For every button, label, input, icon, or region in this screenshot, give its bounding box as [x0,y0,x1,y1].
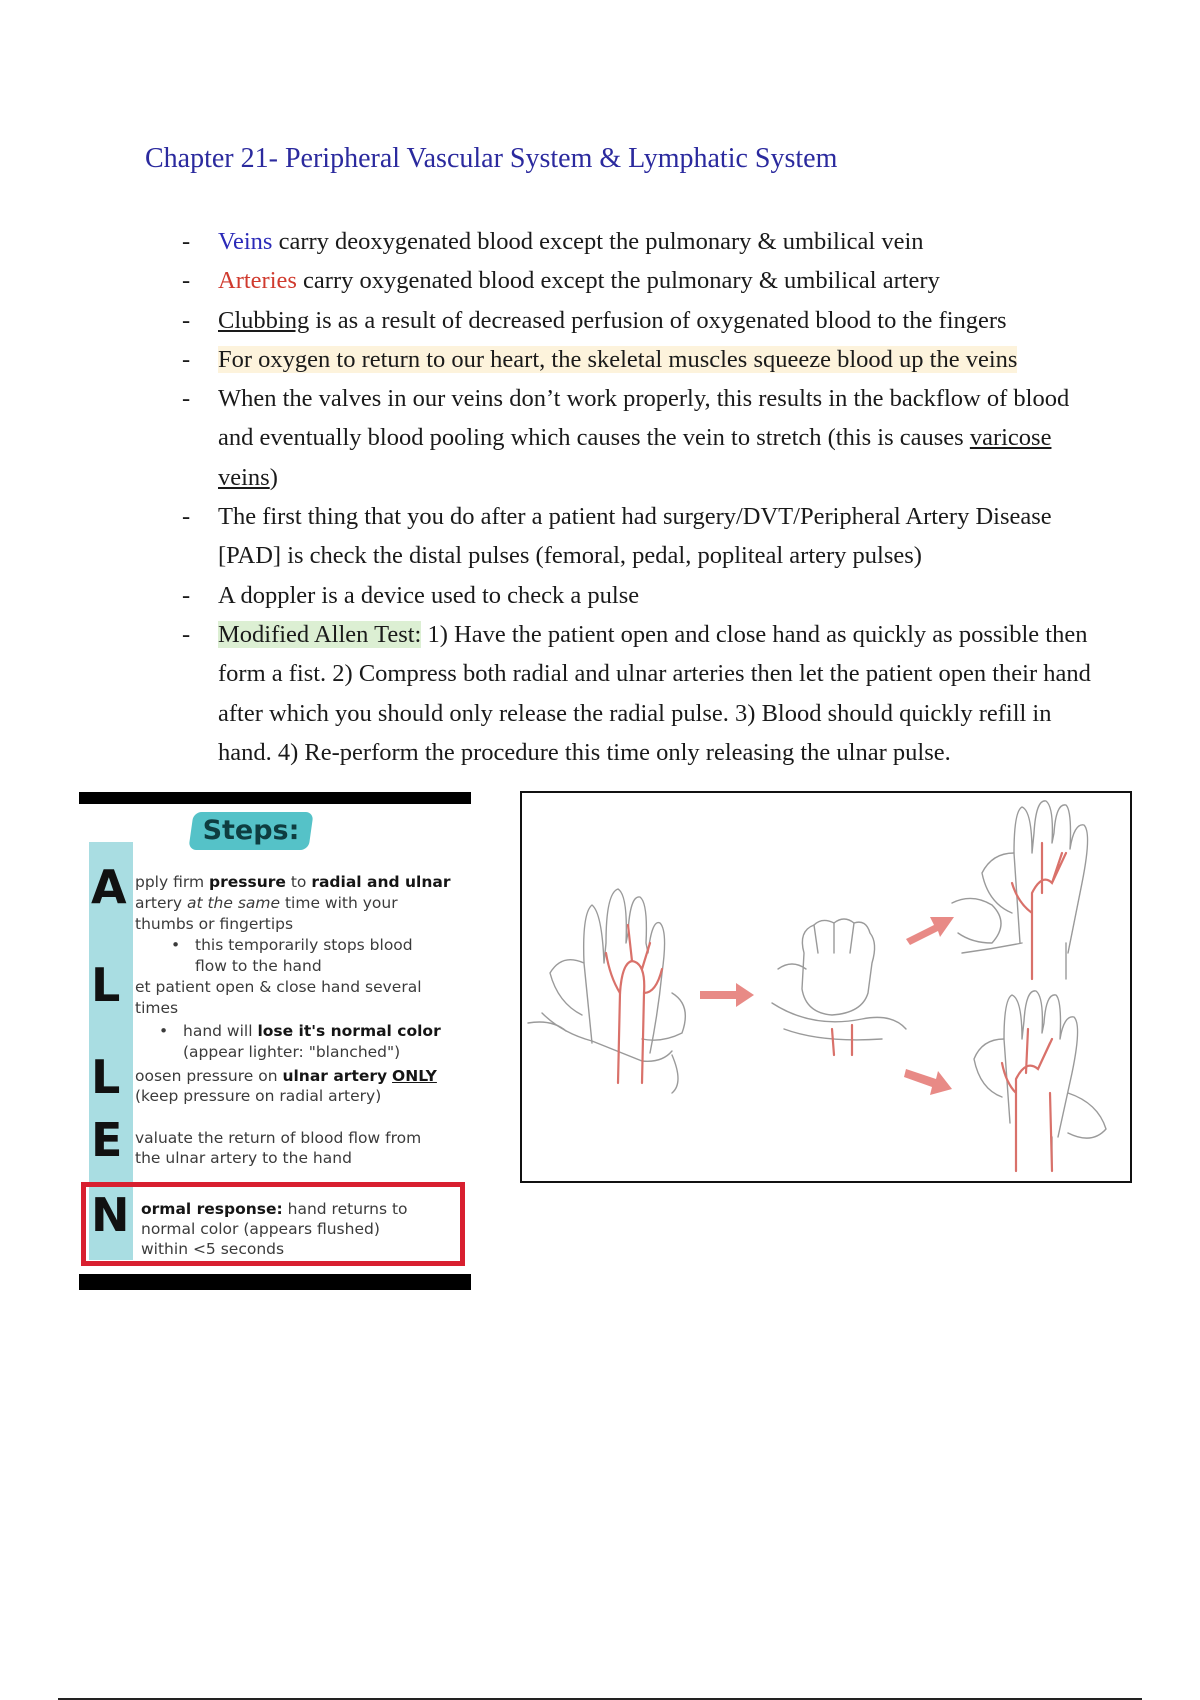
item-text: 1) Have the patient open and close hand as quickly as possible then form a fist. 2) Compress both radial and ulnar arteries then let the patient open their hand after which you should only release the radial pulse. 3) Blood should quickly refill in hand. 4) Re-perform the procedure this time only releasing the ulnar pulse. [218,620,1091,766]
arrow-down-right-icon [904,1069,952,1095]
top-bar [79,792,471,804]
step-n-line1: ormal response: hand returns to [141,1200,408,1218]
term-varicose-veins: varicose veins [218,424,1052,491]
open-hand-left [528,889,685,1093]
list-item [178,261,1098,300]
vessel-left [618,961,644,1083]
step-l1-line1: et patient open & close hand several [135,978,422,996]
list-item [178,497,1098,576]
step-e-line2: the ulnar artery to the hand [135,1149,352,1167]
arrow-right-icon [700,983,754,1007]
letter-n: N [91,1188,130,1242]
step-a-bullet: • [171,936,181,954]
step-a-line1: pply firm pressure to radial and ulnar [135,873,451,891]
step-a-bullet-line1: this temporarily stops blood [195,936,413,954]
step-l1-line2: times [135,999,179,1017]
vessel-branches-left [606,925,662,993]
highlighted-text: For oxygen to return to our heart, the skeletal muscles squeeze blood up the veins [218,345,1018,373]
list-item [178,576,1098,615]
step-l1-bullet-line1: hand will lose it's normal color [183,1022,441,1040]
letter-l-first: L [91,958,121,1012]
list-item [178,301,1098,340]
step-a-line3: thumbs or fingertips [135,915,294,933]
open-hand-upper-right [952,801,1088,979]
step-n-line3: within <5 seconds [141,1240,285,1258]
notes-list [178,222,1098,772]
item-text-end: ) [269,463,278,491]
list-item [178,615,1098,772]
step-l1-bullet-line2: (appear lighter: "blanched") [183,1043,401,1061]
step-n-line2: normal color (appears flushed) [141,1220,380,1238]
item-text: The first thing that you do after a patient had surgery/DVT/Peripheral Artery Disease [PAD] is check the distal pulses (femoral, pedal, popliteal artery pulses) [218,503,1052,570]
page-title: Chapter 21- Peripheral Vascular System & Lymphatic System [145,143,838,174]
letter-e: E [91,1113,123,1167]
step-a-line2: artery at the same time with your [135,894,398,912]
term-arteries: Arteries [218,267,297,295]
step-l2-line1: oosen pressure on ulnar artery ONLY [135,1067,437,1085]
letter-l-second: L [91,1050,121,1104]
item-text: A doppler is a device used to check a pulse [218,581,640,609]
steps-heading: Steps: [202,815,300,846]
bottom-bar [79,1274,471,1290]
open-hand-lower-right [974,991,1106,1171]
hand-illustration [522,793,1130,1181]
list-item [178,340,1098,379]
list-item [178,379,1098,497]
term-modified-allen-test: Modified Allen Test: [218,620,422,648]
step-a-bullet-line2: flow to the hand [195,957,322,975]
item-text: is as a result of decreased perfusion of oxygenated blood to the fingers [309,306,1007,334]
vessel-lower-right [1002,1029,1052,1171]
allen-test-diagram [520,791,1132,1183]
vessel-upper-right [1012,843,1066,979]
term-veins: Veins [218,228,273,255]
allen-steps-infographic [79,792,471,1290]
list-item [178,222,1098,261]
step-l1-bullet: • [159,1022,169,1040]
letter-a: A [91,860,127,914]
item-text: carry oxygenated blood except the pulmonary & umbilical artery [296,267,940,295]
step-l2-line2: (keep pressure on radial artery) [135,1087,382,1105]
term-clubbing: Clubbing [218,306,310,334]
step-e-line1: valuate the return of blood flow from [135,1129,422,1147]
fist-hand [772,919,906,1040]
item-text: carry deoxygenated blood except the pulmonary & umbilical vein [272,228,924,255]
arrow-up-right-icon [906,917,954,945]
item-text: When the valves in our veins don’t work properly, this results in the backflow of blood and eventually blood pooling which causes the vein to stretch (this is causes [218,385,1070,452]
